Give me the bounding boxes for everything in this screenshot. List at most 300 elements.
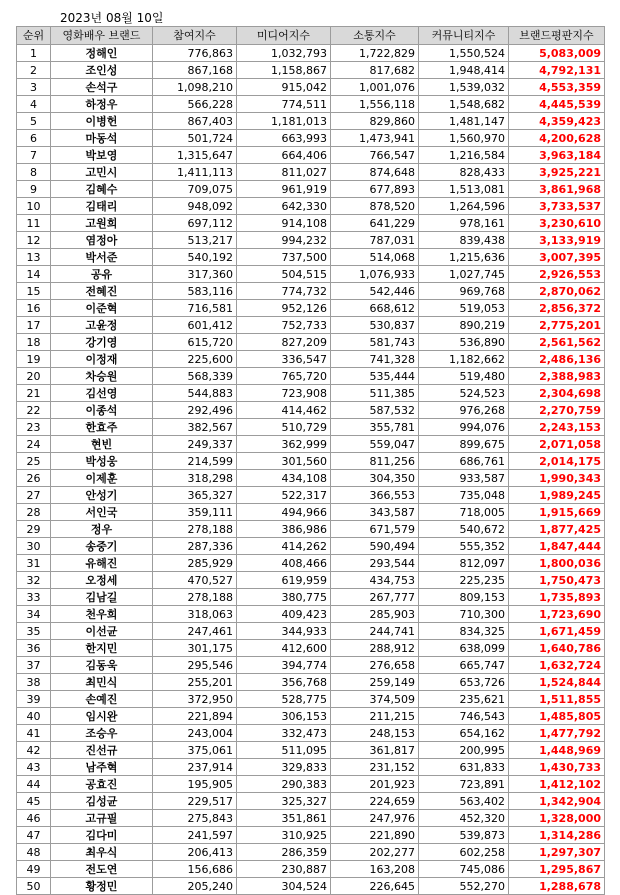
table-row — [17, 810, 605, 827]
communication-cell: 202,277 — [331, 844, 419, 861]
actor-name-cell: 서인국 — [51, 504, 153, 521]
reputation-score-cell: 1,524,844 — [509, 674, 605, 691]
table-row — [17, 62, 605, 79]
participation-cell: 205,240 — [153, 878, 237, 895]
media-cell: 765,720 — [237, 368, 331, 385]
community-cell: 1,264,596 — [419, 198, 509, 215]
actor-name-cell: 현빈 — [51, 436, 153, 453]
rank-cell: 29 — [17, 521, 51, 538]
rank-cell: 44 — [17, 776, 51, 793]
reputation-score-cell: 1,314,286 — [509, 827, 605, 844]
participation-cell: 295,546 — [153, 657, 237, 674]
media-cell: 386,986 — [237, 521, 331, 538]
participation-cell: 317,360 — [153, 266, 237, 283]
reputation-score-cell: 1,989,245 — [509, 487, 605, 504]
table-row — [17, 827, 605, 844]
rank-cell: 48 — [17, 844, 51, 861]
communication-cell: 671,579 — [331, 521, 419, 538]
actor-name-cell: 전도연 — [51, 861, 153, 878]
community-cell: 723,891 — [419, 776, 509, 793]
report-date: 2023년 08월 10일 — [60, 11, 164, 25]
table-row — [17, 657, 605, 674]
rank-cell: 45 — [17, 793, 51, 810]
rank-cell: 47 — [17, 827, 51, 844]
rank-cell: 34 — [17, 606, 51, 623]
reputation-score-cell: 1,915,669 — [509, 504, 605, 521]
communication-cell: 1,076,933 — [331, 266, 419, 283]
rank-cell: 43 — [17, 759, 51, 776]
communication-cell: 817,682 — [331, 62, 419, 79]
table-row — [17, 470, 605, 487]
reputation-score-cell: 1,877,425 — [509, 521, 605, 538]
media-cell: 1,158,867 — [237, 62, 331, 79]
participation-cell: 615,720 — [153, 334, 237, 351]
communication-cell: 366,553 — [331, 487, 419, 504]
communication-cell: 361,817 — [331, 742, 419, 759]
rank-cell: 21 — [17, 385, 51, 402]
communication-cell: 581,743 — [331, 334, 419, 351]
actor-name-cell: 남주혁 — [51, 759, 153, 776]
community-cell: 452,320 — [419, 810, 509, 827]
table-row — [17, 198, 605, 215]
communication-cell: 766,547 — [331, 147, 419, 164]
actor-name-cell: 정해인 — [51, 45, 153, 62]
rank-cell: 3 — [17, 79, 51, 96]
table-row — [17, 249, 605, 266]
reputation-score-cell: 1,477,792 — [509, 725, 605, 742]
participation-cell: 243,004 — [153, 725, 237, 742]
communication-cell: 288,912 — [331, 640, 419, 657]
rank-cell: 4 — [17, 96, 51, 113]
participation-cell: 318,063 — [153, 606, 237, 623]
media-cell: 414,262 — [237, 538, 331, 555]
rank-cell: 35 — [17, 623, 51, 640]
col-header-brand-reputation-index: 브랜드평판지수 — [509, 27, 605, 45]
table-row — [17, 402, 605, 419]
media-cell: 408,466 — [237, 555, 331, 572]
community-cell: 994,076 — [419, 419, 509, 436]
reputation-score-cell: 1,448,969 — [509, 742, 605, 759]
table-row — [17, 164, 605, 181]
communication-cell: 530,837 — [331, 317, 419, 334]
actor-name-cell: 조승우 — [51, 725, 153, 742]
reputation-score-cell: 1,671,459 — [509, 623, 605, 640]
reputation-score-cell: 4,792,131 — [509, 62, 605, 79]
table-row — [17, 300, 605, 317]
reputation-score-cell: 3,230,610 — [509, 215, 605, 232]
reputation-score-cell: 4,359,423 — [509, 113, 605, 130]
actor-name-cell: 최우식 — [51, 844, 153, 861]
community-cell: 710,300 — [419, 606, 509, 623]
communication-cell: 434,753 — [331, 572, 419, 589]
media-cell: 380,775 — [237, 589, 331, 606]
reputation-score-cell: 4,553,359 — [509, 79, 605, 96]
participation-cell: 221,894 — [153, 708, 237, 725]
actor-name-cell: 박보영 — [51, 147, 153, 164]
reputation-score-cell: 2,388,983 — [509, 368, 605, 385]
reputation-score-cell: 3,007,395 — [509, 249, 605, 266]
actor-name-cell: 손예진 — [51, 691, 153, 708]
actor-name-cell: 황정민 — [51, 878, 153, 895]
media-cell: 737,500 — [237, 249, 331, 266]
reputation-score-cell: 2,775,201 — [509, 317, 605, 334]
media-cell: 409,423 — [237, 606, 331, 623]
actor-name-cell: 김선영 — [51, 385, 153, 402]
table-row — [17, 453, 605, 470]
table-row — [17, 793, 605, 810]
table-row — [17, 130, 605, 147]
table-row — [17, 623, 605, 640]
community-cell: 654,162 — [419, 725, 509, 742]
media-cell: 325,327 — [237, 793, 331, 810]
participation-cell: 1,098,210 — [153, 79, 237, 96]
communication-cell: 211,215 — [331, 708, 419, 725]
media-cell: 952,126 — [237, 300, 331, 317]
reputation-score-cell: 2,486,136 — [509, 351, 605, 368]
media-cell: 642,330 — [237, 198, 331, 215]
media-cell: 664,406 — [237, 147, 331, 164]
actor-name-cell: 김태리 — [51, 198, 153, 215]
communication-cell: 1,473,941 — [331, 130, 419, 147]
communication-cell: 668,612 — [331, 300, 419, 317]
participation-cell: 247,461 — [153, 623, 237, 640]
reputation-score-cell: 2,304,698 — [509, 385, 605, 402]
communication-cell: 355,781 — [331, 419, 419, 436]
participation-cell: 540,192 — [153, 249, 237, 266]
community-cell: 746,543 — [419, 708, 509, 725]
reputation-score-cell: 1,723,690 — [509, 606, 605, 623]
community-cell: 809,153 — [419, 589, 509, 606]
rank-cell: 20 — [17, 368, 51, 385]
communication-cell: 874,648 — [331, 164, 419, 181]
community-cell: 555,352 — [419, 538, 509, 555]
media-cell: 414,462 — [237, 402, 331, 419]
table-row — [17, 878, 605, 895]
rank-cell: 18 — [17, 334, 51, 351]
table-row — [17, 283, 605, 300]
participation-cell: 697,112 — [153, 215, 237, 232]
communication-cell: 514,068 — [331, 249, 419, 266]
media-cell: 774,511 — [237, 96, 331, 113]
media-cell: 1,032,793 — [237, 45, 331, 62]
community-cell: 1,513,081 — [419, 181, 509, 198]
communication-cell: 374,509 — [331, 691, 419, 708]
actor-name-cell: 공효진 — [51, 776, 153, 793]
participation-cell: 318,298 — [153, 470, 237, 487]
participation-cell: 278,188 — [153, 589, 237, 606]
col-header-community-index: 커뮤니티지수 — [419, 27, 509, 45]
communication-cell: 829,860 — [331, 113, 419, 130]
actor-name-cell: 염정아 — [51, 232, 153, 249]
communication-cell: 343,587 — [331, 504, 419, 521]
community-cell: 686,761 — [419, 453, 509, 470]
table-row — [17, 674, 605, 691]
table-row — [17, 232, 605, 249]
participation-cell: 544,883 — [153, 385, 237, 402]
rank-cell: 49 — [17, 861, 51, 878]
actor-name-cell: 안성기 — [51, 487, 153, 504]
communication-cell: 285,903 — [331, 606, 419, 623]
communication-cell: 248,153 — [331, 725, 419, 742]
table-row — [17, 640, 605, 657]
actor-name-cell: 차승원 — [51, 368, 153, 385]
communication-cell: 677,893 — [331, 181, 419, 198]
actor-name-cell: 송중기 — [51, 538, 153, 555]
actor-name-cell: 김혜수 — [51, 181, 153, 198]
media-cell: 394,774 — [237, 657, 331, 674]
community-cell: 552,270 — [419, 878, 509, 895]
media-cell: 351,861 — [237, 810, 331, 827]
participation-cell: 214,599 — [153, 453, 237, 470]
reputation-score-cell: 1,295,867 — [509, 861, 605, 878]
actor-name-cell: 이제훈 — [51, 470, 153, 487]
rank-cell: 1 — [17, 45, 51, 62]
participation-cell: 275,843 — [153, 810, 237, 827]
communication-cell: 267,777 — [331, 589, 419, 606]
rank-cell: 46 — [17, 810, 51, 827]
reputation-score-cell: 1,990,343 — [509, 470, 605, 487]
actor-name-cell: 정우 — [51, 521, 153, 538]
reputation-score-cell: 1,511,855 — [509, 691, 605, 708]
participation-cell: 867,403 — [153, 113, 237, 130]
actor-name-cell: 고원희 — [51, 215, 153, 232]
participation-cell: 716,581 — [153, 300, 237, 317]
media-cell: 494,966 — [237, 504, 331, 521]
community-cell: 978,161 — [419, 215, 509, 232]
community-cell: 1,560,970 — [419, 130, 509, 147]
participation-cell: 375,061 — [153, 742, 237, 759]
table-row — [17, 181, 605, 198]
communication-cell: 259,149 — [331, 674, 419, 691]
rank-cell: 27 — [17, 487, 51, 504]
actor-name-cell: 고윤정 — [51, 317, 153, 334]
participation-cell: 278,188 — [153, 521, 237, 538]
community-cell: 1,550,524 — [419, 45, 509, 62]
communication-cell: 587,532 — [331, 402, 419, 419]
media-cell: 504,515 — [237, 266, 331, 283]
reputation-score-cell: 3,925,221 — [509, 164, 605, 181]
participation-cell: 1,411,113 — [153, 164, 237, 181]
reputation-score-cell: 3,861,968 — [509, 181, 605, 198]
table-row — [17, 317, 605, 334]
table-row — [17, 606, 605, 623]
rank-cell: 38 — [17, 674, 51, 691]
rank-cell: 5 — [17, 113, 51, 130]
rank-cell: 31 — [17, 555, 51, 572]
media-cell: 619,959 — [237, 572, 331, 589]
table-row — [17, 368, 605, 385]
col-header-participation-index: 참여지수 — [153, 27, 237, 45]
community-cell: 540,672 — [419, 521, 509, 538]
rank-cell: 17 — [17, 317, 51, 334]
communication-cell: 244,741 — [331, 623, 419, 640]
rank-cell: 23 — [17, 419, 51, 436]
reputation-score-cell: 1,342,904 — [509, 793, 605, 810]
media-cell: 915,042 — [237, 79, 331, 96]
table-header-row — [17, 27, 605, 45]
participation-cell: 365,327 — [153, 487, 237, 504]
communication-cell: 1,556,118 — [331, 96, 419, 113]
communication-cell: 559,047 — [331, 436, 419, 453]
table-row — [17, 79, 605, 96]
actor-name-cell: 임시완 — [51, 708, 153, 725]
actor-name-cell: 김성균 — [51, 793, 153, 810]
communication-cell: 231,152 — [331, 759, 419, 776]
actor-name-cell: 진선규 — [51, 742, 153, 759]
table-row — [17, 776, 605, 793]
table-row — [17, 555, 605, 572]
reputation-score-cell: 1,800,036 — [509, 555, 605, 572]
table-row — [17, 419, 605, 436]
reputation-score-cell: 1,735,893 — [509, 589, 605, 606]
reputation-score-cell: 4,200,628 — [509, 130, 605, 147]
col-header-communication-index: 소통지수 — [331, 27, 419, 45]
reputation-score-cell: 2,270,759 — [509, 402, 605, 419]
media-cell: 528,775 — [237, 691, 331, 708]
media-cell: 332,473 — [237, 725, 331, 742]
rank-cell: 24 — [17, 436, 51, 453]
community-cell: 976,268 — [419, 402, 509, 419]
table-row — [17, 385, 605, 402]
media-cell: 961,919 — [237, 181, 331, 198]
media-cell: 752,733 — [237, 317, 331, 334]
media-cell: 1,181,013 — [237, 113, 331, 130]
actor-name-cell: 이선균 — [51, 623, 153, 640]
table-row — [17, 844, 605, 861]
participation-cell: 583,116 — [153, 283, 237, 300]
communication-cell: 226,645 — [331, 878, 419, 895]
community-cell: 1,215,636 — [419, 249, 509, 266]
rank-cell: 6 — [17, 130, 51, 147]
media-cell: 510,729 — [237, 419, 331, 436]
community-cell: 602,258 — [419, 844, 509, 861]
media-cell: 511,095 — [237, 742, 331, 759]
table-row — [17, 572, 605, 589]
table-row — [17, 504, 605, 521]
participation-cell: 566,228 — [153, 96, 237, 113]
reputation-score-cell: 2,870,062 — [509, 283, 605, 300]
rank-cell: 28 — [17, 504, 51, 521]
community-cell: 1,182,662 — [419, 351, 509, 368]
rank-cell: 13 — [17, 249, 51, 266]
participation-cell: 195,905 — [153, 776, 237, 793]
community-cell: 899,675 — [419, 436, 509, 453]
community-cell: 1,481,147 — [419, 113, 509, 130]
community-cell: 890,219 — [419, 317, 509, 334]
actor-name-cell: 고민시 — [51, 164, 153, 181]
reputation-score-cell: 3,133,919 — [509, 232, 605, 249]
communication-cell: 811,256 — [331, 453, 419, 470]
media-cell: 306,153 — [237, 708, 331, 725]
community-cell: 653,726 — [419, 674, 509, 691]
participation-cell: 513,217 — [153, 232, 237, 249]
reputation-score-cell: 2,071,058 — [509, 436, 605, 453]
actor-name-cell: 오정세 — [51, 572, 153, 589]
rank-cell: 19 — [17, 351, 51, 368]
table-row — [17, 215, 605, 232]
community-cell: 718,005 — [419, 504, 509, 521]
reputation-score-cell: 1,847,444 — [509, 538, 605, 555]
participation-cell: 568,339 — [153, 368, 237, 385]
communication-cell: 247,976 — [331, 810, 419, 827]
media-cell: 811,027 — [237, 164, 331, 181]
communication-cell: 787,031 — [331, 232, 419, 249]
media-cell: 329,833 — [237, 759, 331, 776]
actor-name-cell: 하정우 — [51, 96, 153, 113]
rank-cell: 26 — [17, 470, 51, 487]
actor-name-cell: 고규필 — [51, 810, 153, 827]
rank-cell: 16 — [17, 300, 51, 317]
table-row — [17, 487, 605, 504]
col-header-rank: 순위 — [17, 27, 51, 45]
participation-cell: 285,929 — [153, 555, 237, 572]
actor-name-cell: 이정재 — [51, 351, 153, 368]
rank-cell: 14 — [17, 266, 51, 283]
reputation-score-cell: 1,640,786 — [509, 640, 605, 657]
actor-name-cell: 박서준 — [51, 249, 153, 266]
media-cell: 301,560 — [237, 453, 331, 470]
reputation-score-cell: 2,926,553 — [509, 266, 605, 283]
communication-cell: 293,544 — [331, 555, 419, 572]
rank-cell: 15 — [17, 283, 51, 300]
community-cell: 235,621 — [419, 691, 509, 708]
participation-cell: 301,175 — [153, 640, 237, 657]
media-cell: 994,232 — [237, 232, 331, 249]
rank-cell: 8 — [17, 164, 51, 181]
communication-cell: 535,444 — [331, 368, 419, 385]
participation-cell: 382,567 — [153, 419, 237, 436]
reputation-score-cell: 2,014,175 — [509, 453, 605, 470]
community-cell: 539,873 — [419, 827, 509, 844]
community-cell: 665,747 — [419, 657, 509, 674]
media-cell: 412,600 — [237, 640, 331, 657]
communication-cell: 201,923 — [331, 776, 419, 793]
rank-cell: 32 — [17, 572, 51, 589]
rank-cell: 37 — [17, 657, 51, 674]
rank-cell: 7 — [17, 147, 51, 164]
actor-name-cell: 천우희 — [51, 606, 153, 623]
community-cell: 200,995 — [419, 742, 509, 759]
communication-cell: 221,890 — [331, 827, 419, 844]
community-cell: 969,768 — [419, 283, 509, 300]
actor-name-cell: 유해진 — [51, 555, 153, 572]
community-cell: 225,235 — [419, 572, 509, 589]
media-cell: 723,908 — [237, 385, 331, 402]
table-row — [17, 351, 605, 368]
rank-cell: 50 — [17, 878, 51, 895]
rank-cell: 42 — [17, 742, 51, 759]
actor-name-cell: 박성웅 — [51, 453, 153, 470]
community-cell: 519,480 — [419, 368, 509, 385]
table-row — [17, 266, 605, 283]
rank-cell: 40 — [17, 708, 51, 725]
table-row — [17, 861, 605, 878]
rank-cell: 39 — [17, 691, 51, 708]
brand-reputation-table — [16, 26, 605, 895]
rank-cell: 33 — [17, 589, 51, 606]
rank-cell: 36 — [17, 640, 51, 657]
community-cell: 631,833 — [419, 759, 509, 776]
communication-cell: 741,328 — [331, 351, 419, 368]
communication-cell: 163,208 — [331, 861, 419, 878]
community-cell: 1,027,745 — [419, 266, 509, 283]
participation-cell: 948,092 — [153, 198, 237, 215]
community-cell: 828,433 — [419, 164, 509, 181]
actor-name-cell: 손석구 — [51, 79, 153, 96]
actor-name-cell: 공유 — [51, 266, 153, 283]
community-cell: 536,890 — [419, 334, 509, 351]
community-cell: 563,402 — [419, 793, 509, 810]
